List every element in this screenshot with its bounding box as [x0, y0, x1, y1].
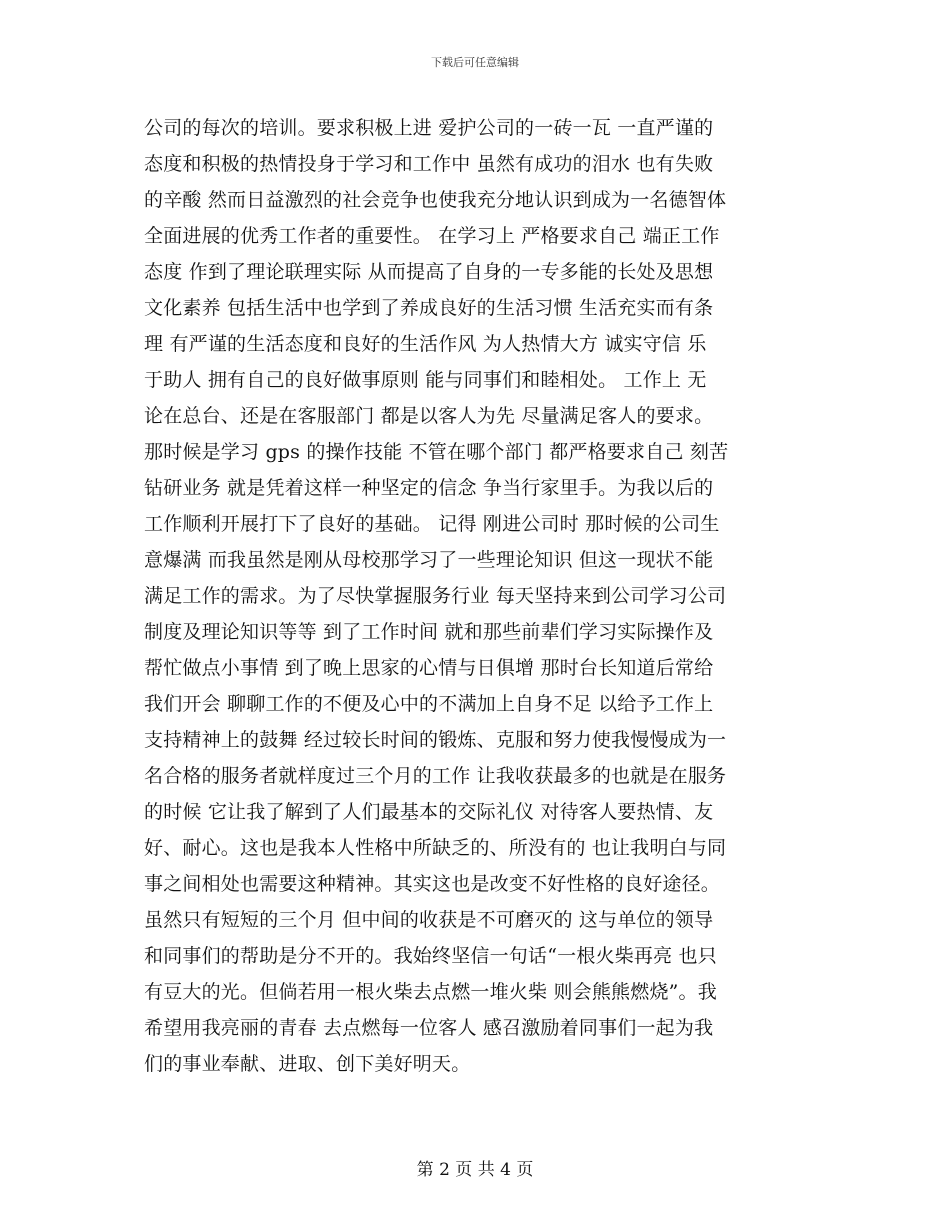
body-line: 钻研业务 就是凭着这样一种坚定的信念 争当行家里手。为我以后的 — [144, 477, 714, 499]
body-line: 们的事业奉献、进取、创下美好明天。 — [144, 1053, 471, 1075]
body-line: 事之间相处也需要这种精神。其实这也是改变不好性格的良好途径。 — [144, 873, 721, 895]
body-line: 满足工作的需求。为了尽快掌握服务行业 每天坚持来到公司学习公司 — [144, 585, 727, 607]
body-line: 态度 作到了理论联理实际 从而提高了自身的一专多能的长处及思想 — [144, 261, 714, 283]
page-footer: 第 2 页 共 4 页 — [416, 1160, 534, 1180]
body-line: 和同事们的帮助是分不开的。我始终坚信一句话“一根火柴再亮 也只 — [144, 945, 717, 967]
body-line: 全面进展的优秀工作者的重要性。 在学习上 严格要求自己 端正工作 — [144, 225, 720, 247]
body-line: 好、耐心。这也是我本人性格中所缺乏的、所没有的 也让我明白与同 — [144, 837, 727, 859]
body-line: 的辛酸 然而日益激烈的社会竞争也使我充分地认识到成为一名德智体 — [144, 189, 727, 211]
document-body — [144, 110, 814, 1082]
body-line: 意爆满 而我虽然是刚从母校那学习了一些理论知识 但这一现状不能 — [144, 549, 714, 571]
body-line: 有豆大的光。但倘若用一根火柴去点燃一堆火柴 则会熊熊燃烧”。我 — [144, 981, 717, 1003]
body-line: 我们开会 聊聊工作的不便及心中的不满加上自身不足 以给予工作上 — [144, 693, 714, 715]
body-line: 名合格的服务者就样度过三个月的工作 让我收获最多的也就是在服务 — [144, 765, 727, 787]
body-line: 工作顺利开展打下了良好的基础。 记得 刚进公司时 那时候的公司生 — [144, 513, 720, 535]
body-line: 态度和积极的热情投身于学习和工作中 虽然有成功的泪水 也有失败 — [144, 153, 714, 175]
body-line: 的时候 它让我了解到了人们最基本的交际礼仪 对待客人要热情、友 — [144, 801, 714, 823]
body-line: 帮忙做点小事情 到了晚上思家的心情与日俱增 那时台长知道后常给 — [144, 657, 714, 679]
body-line: 希望用我亮丽的青春 去点燃每一位客人 感召激励着同事们一起为我 — [144, 1017, 714, 1039]
body-line: 文化素养 包括生活中也学到了养成良好的生活习惯 生活充实而有条 — [144, 297, 714, 319]
page-header: 下载后可任意编辑 — [431, 56, 519, 69]
body-line: 公司的每次的培训。要求积极上进 爱护公司的一砖一瓦 一直严谨的 — [144, 117, 714, 139]
body-line: 论在总台、还是在客服部门 都是以客人为先 尽量满足客人的要求。 — [144, 405, 714, 427]
body-line: 虽然只有短短的三个月 但中间的收获是不可磨灭的 这与单位的领导 — [144, 909, 714, 931]
body-line: 理 有严谨的生活态度和良好的生活作风 为人热情大方 诚实守信 乐 — [144, 333, 707, 355]
body-line: 支持精神上的鼓舞 经过较长时间的锻炼、克服和努力使我慢慢成为一 — [144, 729, 727, 751]
body-line: 制度及理论知识等等 到了工作时间 就和那些前辈们学习实际操作及 — [144, 621, 714, 643]
body-line: 于助人 拥有自己的良好做事原则 能与同事们和睦相处。 工作上 无 — [144, 369, 707, 391]
body-line: 那时候是学习 gps 的操作技能 不管在哪个部门 都严格要求自己 刻苦 — [144, 441, 729, 463]
